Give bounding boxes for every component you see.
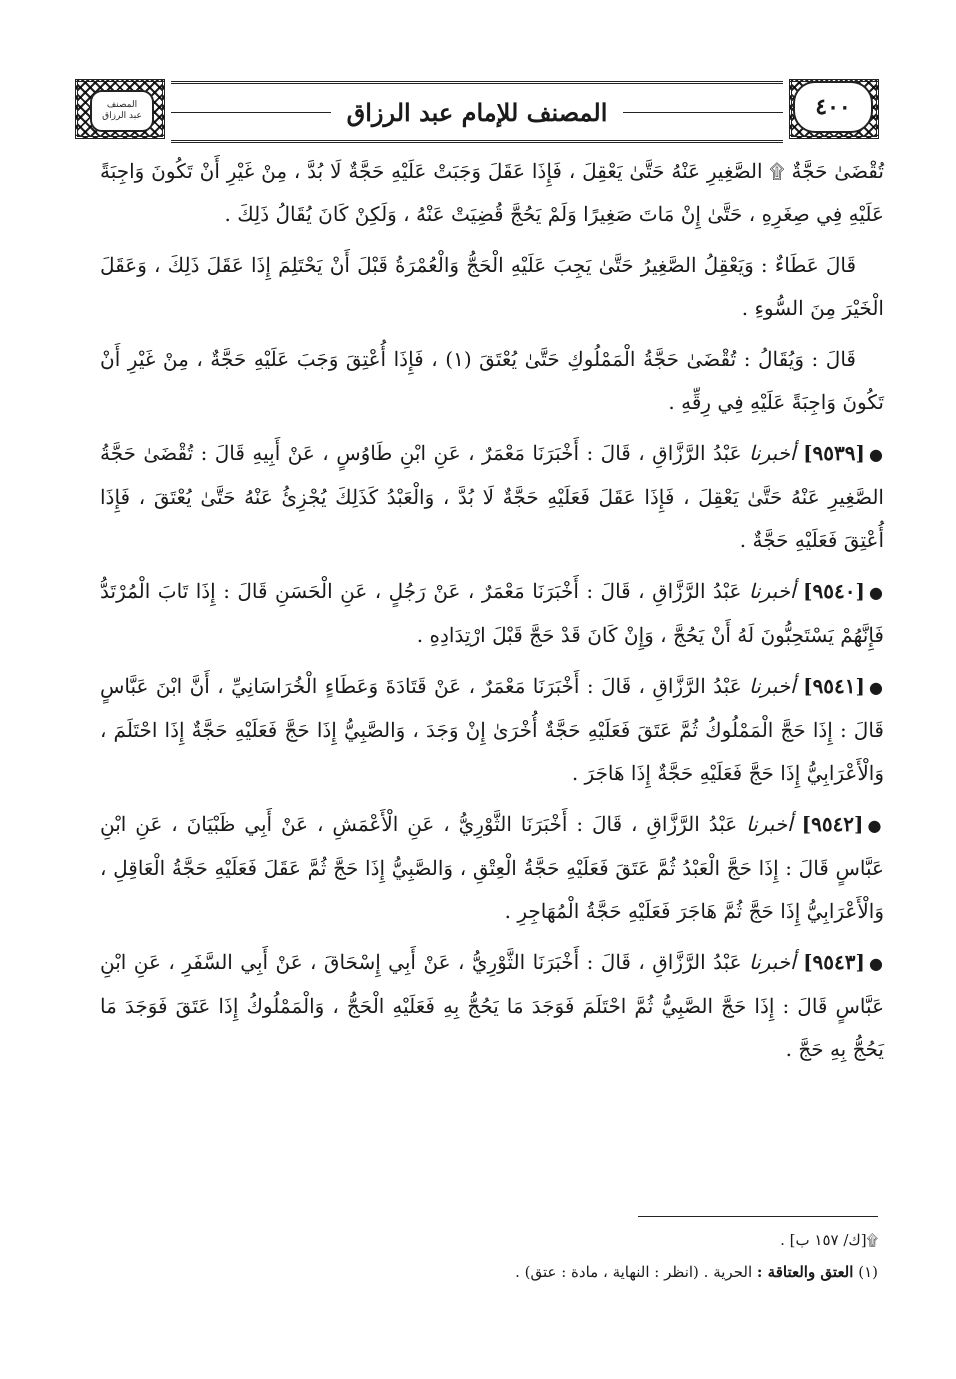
footnote-separator bbox=[638, 1216, 878, 1217]
hadith-entry bbox=[100, 803, 884, 933]
footnote-text: الحرية . (انظر : النهاية ، مادة : عتق) . bbox=[515, 1263, 753, 1281]
page-header bbox=[75, 75, 879, 145]
hadith-number: [٩٥٤١] bbox=[803, 674, 865, 698]
seal-top-text: المصنف bbox=[106, 100, 138, 110]
footnote-1 bbox=[98, 1256, 878, 1288]
hadith-opening: أخبرنا bbox=[746, 812, 793, 836]
page-number: ٤٠٠ bbox=[793, 81, 873, 133]
bullet-icon: ● bbox=[868, 445, 885, 464]
footnote-term: العتق والعتاقة : bbox=[756, 1263, 854, 1281]
left-ornament bbox=[75, 79, 165, 139]
footnote-number: (١) bbox=[858, 1263, 878, 1281]
hadith-number: [٩٥٤٢] bbox=[801, 812, 864, 836]
bullet-icon: ● bbox=[869, 678, 884, 697]
hadith-number: [٩٥٣٩] bbox=[803, 441, 865, 465]
book-seal-logo bbox=[90, 90, 154, 132]
bullet-icon: ● bbox=[868, 583, 885, 602]
paragraph: قَالَ عَطَاءٌ : وَيَعْقِلُ الصَّغِيرُ حَتَّىٰ يَجِبَ عَلَيْهِ الْحَجُّ وَالْعُمْرَةُ قَبْلَ أَنْ يَحْتَلِمَ إِذَا عَقَلَ ذَلِكَ ، وَعَقَلَ الْخَيْرَ مِنَ السُّوءِ . bbox=[100, 253, 884, 320]
manuscript-reference: ۩[ك/ ١٥٧ ب] . bbox=[780, 1231, 878, 1249]
hadith-text: عَبْدُ الرَّزَّاقِ ، قَالَ : أَخْبَرَنَا الثَّوْرِيُّ ، عَنْ أَبِي إِسْحَاقَ ، عَنْ أَبِي السَّفَرِ ، عَنِ ابْنِ عَبَّاسٍ قَالَ : إِذَا حَجَّ الصَّبِيُّ ثُمَّ احْتَلَمَ فَوَجَدَ مَا يَحُجُّ بِهِ فَعَلَيْهِ الْحَجُّ ، وَالْمَمْلُوكُ إِذَا عَتَقَ فَوَجَدَ مَا يَحُجُّ بِهِ حَجَّ . bbox=[100, 950, 884, 1061]
hadith-number: [٩٥٤٠] bbox=[803, 579, 865, 603]
bullet-icon: ● bbox=[868, 954, 885, 973]
book-title: المصنف للإمام عبد الرزاق bbox=[331, 98, 624, 127]
paragraph: تُقْضَىٰ حَجَّةٌ ۩ الصَّغِيرِ عَنْهُ حَتَّىٰ يَعْقِلَ ، فَإِذَا عَقَلَ وَجَبَتْ عَلَيْهِ حَجَّةٌ لَا بُدَّ ، مِنْ غَيْرِ أَنْ تَكُونَ وَاجِبَةً عَلَيْهِ فِي صِغَرِهِ ، حَتَّىٰ إِنْ مَاتَ صَغِيرًا وَلَمْ يَحُجَّ قُضِيَتْ عَنْهُ ، وَلَكِنْ كَانَ يُقَالُ ذَلِكَ . bbox=[100, 159, 884, 226]
title-band bbox=[171, 81, 783, 143]
hadith-opening: أخبرنا bbox=[748, 579, 796, 603]
hadith-text: عَبْدُ الرَّزَّاقِ ، قَالَ : أَخْبَرَنَا الثَّوْرِيُّ ، عَنِ الْأَعْمَشِ ، عَنْ أَبِي ظَبْيَانَ ، عَنِ ابْنِ عَبَّاسٍ قَالَ : إِذَا حَجَّ الْعَبْدُ ثُمَّ عَتَقَ فَعَلَيْهِ حَجَّةُ الْعِتْقِ ، وَالصَّبِيُّ إِذَا حَجَّ ثُمَّ عَقَلَ فَعَلَيْهِ حَجَّةُ الْعَاقِلِ ، وَالْأَعْرَابِيُّ إِذَا حَجَّ ثُمَّ هَاجَرَ فَعَلَيْهِ حَجَّةُ الْمُهَاجِرِ . bbox=[100, 812, 884, 923]
hadith-text: عَبْدُ الرَّزَّاقِ ، قَالَ : أَخْبَرَنَا مَعْمَرٌ ، عَنْ قَتَادَةَ وَعَطَاءٍ الْخُرَاسَانِيِّ ، أَنَّ ابْنَ عَبَّاسٍ قَالَ : إِذَا حَجَّ الْمَمْلُوكُ ثُمَّ عَتَقَ فَعَلَيْهِ حَجَّةٌ أُخْرَىٰ إِنْ وَجَدَ ، وَالصَّبِيُّ إِذَا حَجَّ فَعَلَيْهِ حَجَّةٌ إِذَا احْتَلَمَ ، وَالْأَعْرَابِيُّ إِذَا حَجَّ فَعَلَيْهِ حَجَّةٌ إِذَا هَاجَرَ . bbox=[100, 674, 884, 785]
hadith-opening: أخبرنا bbox=[748, 441, 796, 465]
hadith-entry bbox=[100, 665, 884, 795]
paragraph: قَالَ : وَيُقَالُ : تُقْضَىٰ حَجَّةُ الْمَمْلُوكِ حَتَّىٰ يُعْتَقَ (١) ، فَإِذَا أُعْتِقَ وَجَبَ عَلَيْهِ حَجَّةٌ ، مِنْ غَيْرِ أَنْ تَكُونَ وَاجِبَةً عَلَيْهِ فِي رِقِّهِ . bbox=[100, 347, 884, 414]
footnotes bbox=[98, 1224, 878, 1288]
hadith-entry bbox=[100, 432, 884, 562]
seal-bottom-text: عبد الرزاق bbox=[102, 111, 142, 121]
main-text bbox=[100, 150, 884, 1079]
hadith-text: عَبْدُ الرَّزَّاقِ ، قَالَ : أَخْبَرَنَا مَعْمَرٌ ، عَنِ ابْنِ طَاوُسٍ ، عَنْ أَبِيهِ قَالَ : تُقْضَىٰ حَجَّةُ الصَّغِيرِ عَنْهُ حَتَّىٰ يَعْقِلَ ، فَإِذَا عَقَلَ فَعَلَيْهِ حَجَّةٌ لَا بُدَّ ، وَالْعَبْدُ كَذَلِكَ يُجْزِئُ عَنْهُ حَتَّىٰ يُعْتَقَ ، فَإِذَا أُعْتِقَ فَعَلَيْهِ حَجَّةٌ . bbox=[100, 441, 884, 552]
hadith-text: عَبْدُ الرَّزَّاقِ ، قَالَ : أَخْبَرَنَا مَعْمَرٌ ، عَنْ رَجُلٍ ، عَنِ الْحَسَنِ قَالَ : إِذَا تَابَ الْمُرْتَدُّ فَإِنَّهُمْ يَسْتَحِبُّونَ لَهُ أَنْ يَحُجَّ ، وَإِنْ كَانَ قَدْ حَجَّ قَبْلَ ارْتِدَادِهِ . bbox=[100, 579, 884, 647]
hadith-entry bbox=[100, 570, 884, 657]
hadith-opening: أخبرنا bbox=[749, 950, 796, 974]
hadith-opening: أخبرنا bbox=[749, 674, 796, 698]
hadith-entry bbox=[100, 941, 884, 1071]
bullet-icon: ● bbox=[867, 816, 885, 835]
hadith-number: [٩٥٤٣] bbox=[803, 950, 865, 974]
